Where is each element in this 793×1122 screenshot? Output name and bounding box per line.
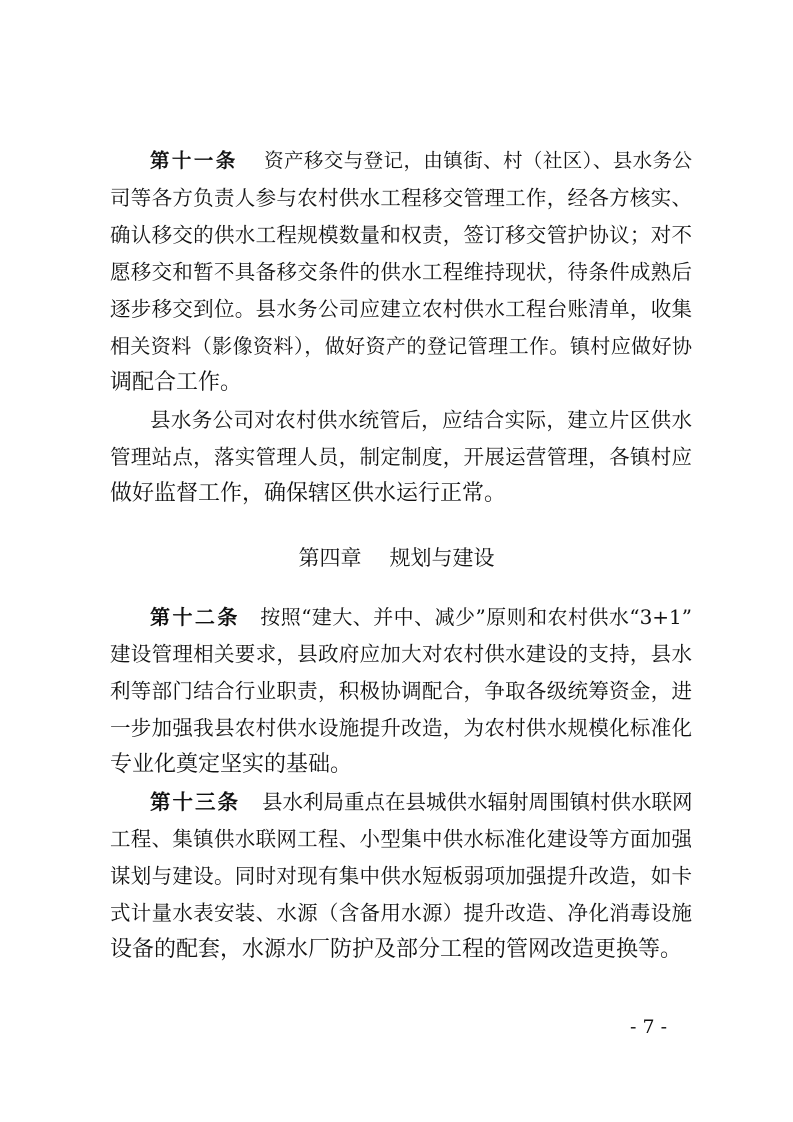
article-11-line-2: 司等各方负责人参与农村供水工程移交管理工作，经各方核实、: [110, 186, 692, 210]
article-12-text-1: 按照“建大、并中、减少”原则和农村供水“3+1”: [259, 605, 693, 629]
article-13-line-1: [150, 787, 692, 817]
article-13-line-3: 谋划与建设。同时对现有集中供水短板弱项加强提升改造，如卡: [110, 864, 692, 888]
chapter-number: 第四章: [298, 546, 362, 570]
article-13-line-5: 设备的配套，水源水厂防护及部分工程的管网改造更换等。: [110, 937, 683, 962]
page-number: - 7 -: [630, 1016, 668, 1038]
article-12-line-1: [150, 602, 692, 632]
article-12-title: 第十二条: [150, 605, 240, 629]
article-11-title: 第十一条: [150, 149, 238, 172]
article-13-title: 第十三条: [150, 790, 240, 814]
paragraph-2-line-3: 做好监督工作，确保辖区供水运行正常。: [110, 481, 507, 506]
article-11-line-4: 愿移交和暂不具备移交条件的供水工程维持现状，待条件成熟后: [110, 260, 692, 284]
article-13-line-2: 工程、集镇供水联网工程、小型集中供水标准化建设等方面加强: [110, 827, 692, 851]
article-13-line-4: 式计量水表安装、水源（含备用水源）提升改造、净化消毒设施: [110, 901, 692, 925]
chapter-title: 规划与建设: [389, 546, 495, 570]
article-12-line-5: 专业化奠定坚实的基础。: [110, 752, 353, 777]
article-11-line-6: 相关资料（影像资料），做好资产的登记管理工作。镇村应做好协: [110, 334, 692, 358]
article-11-line-1: [150, 146, 692, 176]
article-11-text-1: 资产移交与登记，由镇街、村（社区）、县水务公: [263, 149, 692, 172]
article-11-line-7: 调配合工作。: [110, 370, 243, 395]
paragraph-2-line-1: 县水务公司对农村供水统管后，应结合实际，建立片区供水: [150, 408, 692, 432]
article-12-line-2: 建设管理相关要求，县政府应加大对农村供水建设的支持，县水: [110, 642, 692, 666]
chapter-heading: [0, 543, 793, 573]
article-11-line-5: 逐步移交到位。县水务公司应建立农村供水工程台账清单，收集: [110, 297, 692, 321]
article-13-text-1: 县水利局重点在县城供水辐射周围镇村供水联网: [262, 790, 693, 814]
article-12-line-3: 利等部门结合行业职责，积极协调配合，争取各级统筹资金，进: [110, 679, 692, 703]
article-12-line-4: 一步加强我县农村供水设施提升改造，为农村供水规模化标准化: [110, 716, 692, 740]
article-11-line-3: 确认移交的供水工程规模数量和权责，签订移交管护协议；对不: [110, 223, 692, 247]
paragraph-2-line-2: 管理站点，落实管理人员，制定制度，开展运营管理，各镇村应: [110, 445, 692, 469]
